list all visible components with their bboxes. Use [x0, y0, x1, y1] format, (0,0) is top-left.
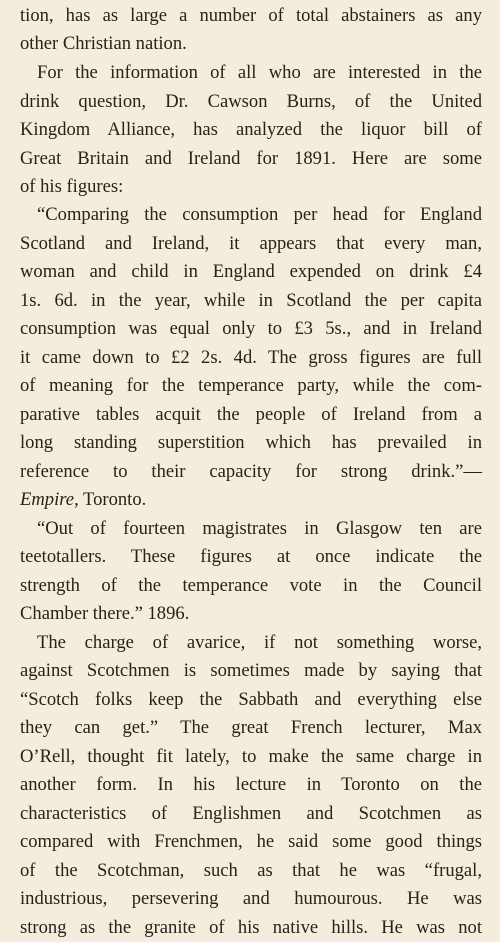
text-line: woman and child in England expended on drink £4 [20, 261, 482, 282]
text-line: Great Britain and Ireland for 1891. Here are some [20, 148, 482, 169]
text-line: drink question, Dr. Cawson Burns, of the United [20, 91, 482, 112]
text-line: of meaning for the temperance party, while the com- [20, 375, 482, 396]
text-line: O’Rell, thought fit lately, to make the same charge in [20, 746, 482, 767]
text-line: reference to their capacity for strong drink.”— [20, 461, 482, 482]
text-line: they can get.” The great French lecturer, Max [20, 717, 482, 738]
text-line: 1s. 6d. in the year, while in Scotland the per capita [20, 290, 482, 311]
source-line [20, 486, 482, 514]
source-place: , Toronto. [74, 489, 147, 510]
text-line: of the Scotchman, such as that he was “frugal, [20, 860, 482, 881]
text-line: Scotland and Ireland, it appears that every man, [20, 233, 482, 254]
text-line: teetotallers. These figures at once indicate the [20, 546, 482, 567]
text-line: “Comparing the consumption per head for England [37, 204, 482, 225]
text-line: strong as the granite of his native hills. He was not [20, 917, 482, 938]
text-line: Chamber there.” 1896. [20, 603, 190, 624]
text-line: long standing superstition which has prevailed in [20, 432, 482, 453]
source-title: Empire [20, 489, 75, 510]
text-line: consumption was equal only to £3 5s., and in Ireland [20, 318, 482, 339]
text-line: it came down to £2 2s. 4d. The gross figures are full [20, 347, 482, 368]
text-line: parative tables acquit the people of Ireland from a [20, 404, 482, 425]
text-line: Kingdom Alliance, has analyzed the liquor bill of [20, 119, 482, 140]
text-line: tion, has as large a number of total abstainers as any [20, 5, 482, 26]
text-line: “Scotch folks keep the Sabbath and everything else [20, 689, 482, 710]
text-line: The charge of avarice, if not something worse, [37, 632, 482, 653]
text-line: another form. In his lecture in Toronto on the [20, 774, 482, 795]
text-line: industrious, persevering and humourous. He was [20, 888, 482, 909]
text-line: characteristics of Englishmen and Scotchmen as [20, 803, 482, 824]
text-line: compared with Frenchmen, he said some good things [20, 831, 482, 852]
text-line: strength of the temperance vote in the Council [20, 575, 482, 596]
text-line: other Christian nation. [20, 33, 187, 54]
text-line: For the information of all who are interested in the [37, 62, 482, 83]
text-line: of his figures: [20, 176, 124, 197]
text-line: against Scotchmen is sometimes made by saying that [20, 660, 482, 681]
text-line: “Out of fourteen magistrates in Glasgow ten are [37, 518, 482, 539]
